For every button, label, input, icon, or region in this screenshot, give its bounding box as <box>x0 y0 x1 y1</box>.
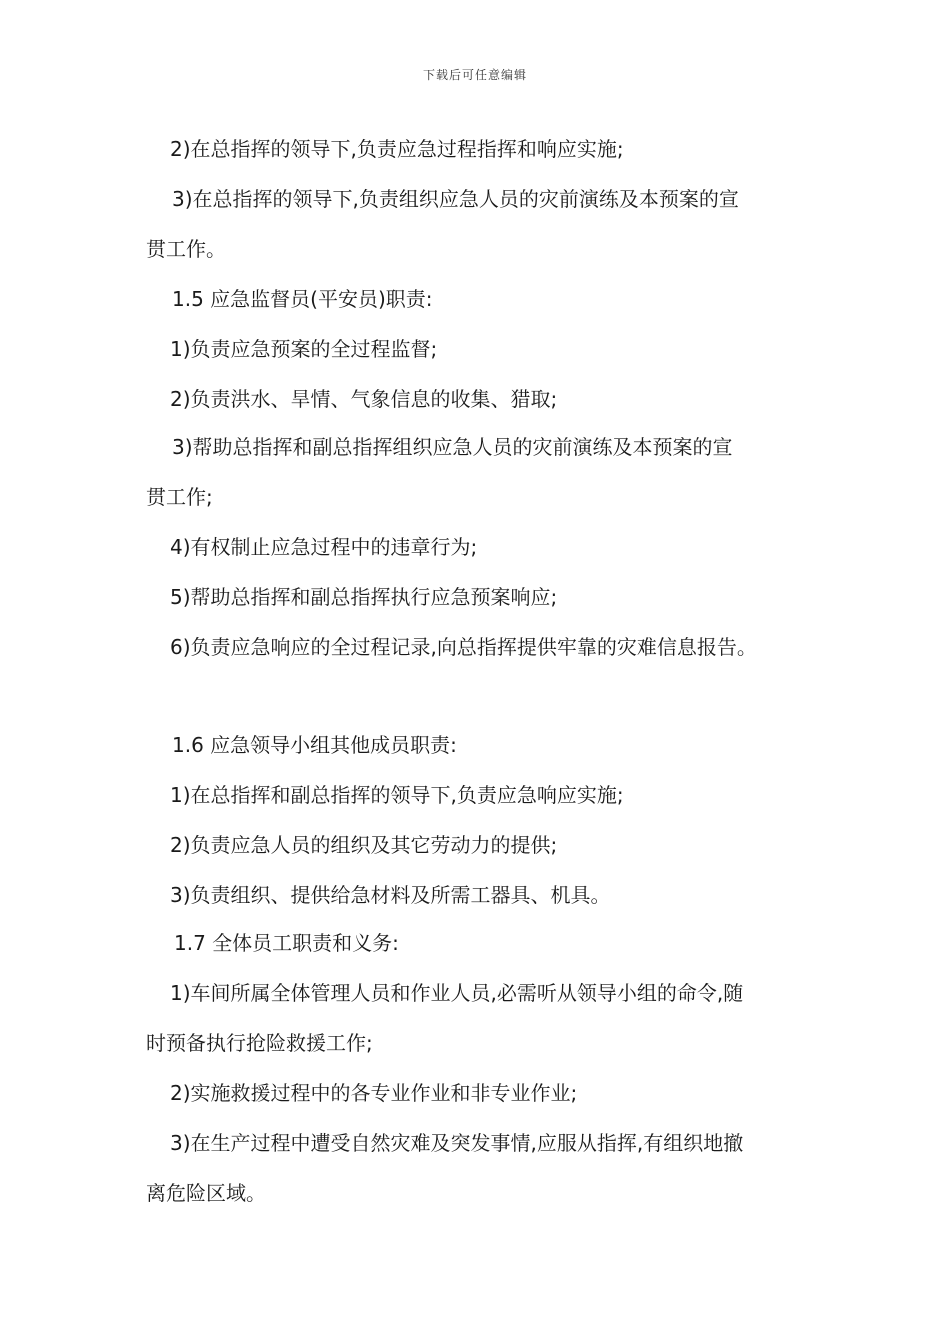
paragraph-6-line-2: 贯工作; <box>146 485 213 509</box>
paragraph-15-line-1: 1)车间所属全体管理人员和作业人员,必需听从领导小组的命令,随 <box>170 981 744 1005</box>
section-heading-1-5: 1.5 应急监督员(平安员)职责: <box>172 287 433 311</box>
paragraph-5: 2)负责洪水、旱情、气象信息的收集、猎取; <box>170 387 558 411</box>
paragraph-15-line-2: 时预备执行抢险救援工作; <box>146 1031 373 1055</box>
paragraph-11: 1)在总指挥和副总指挥的领导下,负责应急响应实施; <box>170 783 624 807</box>
paragraph-4: 1)负责应急预案的全过程监督; <box>170 337 438 361</box>
paragraph-6-line-1: 3)帮助总指挥和副总指挥组织应急人员的灾前演练及本预案的宣 <box>172 435 733 459</box>
paragraph-1: 2)在总指挥的领导下,负责应急过程指挥和响应实施; <box>170 137 624 161</box>
paragraph-17-line-1: 3)在生产过程中遭受自然灾难及突发事情,应服从指挥,有组织地撤 <box>170 1131 744 1155</box>
paragraph-9: 6)负责应急响应的全过程记录,向总指挥提供牢靠的灾难信息报告。 <box>170 635 757 659</box>
paragraph-12: 2)负责应急人员的组织及其它劳动力的提供; <box>170 833 558 857</box>
page-header: 下载后可任意编辑 <box>422 68 527 82</box>
paragraph-13: 3)负责组织、提供给急材料及所需工器具、机具。 <box>170 883 611 907</box>
paragraph-2-line-1: 3)在总指挥的领导下,负责组织应急人员的灾前演练及本预案的宣 <box>172 187 739 211</box>
paragraph-2-line-2: 贯工作。 <box>146 237 226 261</box>
section-heading-1-7: 1.7 全体员工职责和义务: <box>174 931 399 955</box>
paragraph-17-line-2: 离危险区域。 <box>146 1181 266 1205</box>
paragraph-16: 2)实施救援过程中的各专业作业和非专业作业; <box>170 1081 578 1105</box>
paragraph-8: 5)帮助总指挥和副总指挥执行应急预案响应; <box>170 585 558 609</box>
section-heading-1-6: 1.6 应急领导小组其他成员职责: <box>172 733 457 757</box>
paragraph-7: 4)有权制止应急过程中的违章行为; <box>170 535 478 559</box>
